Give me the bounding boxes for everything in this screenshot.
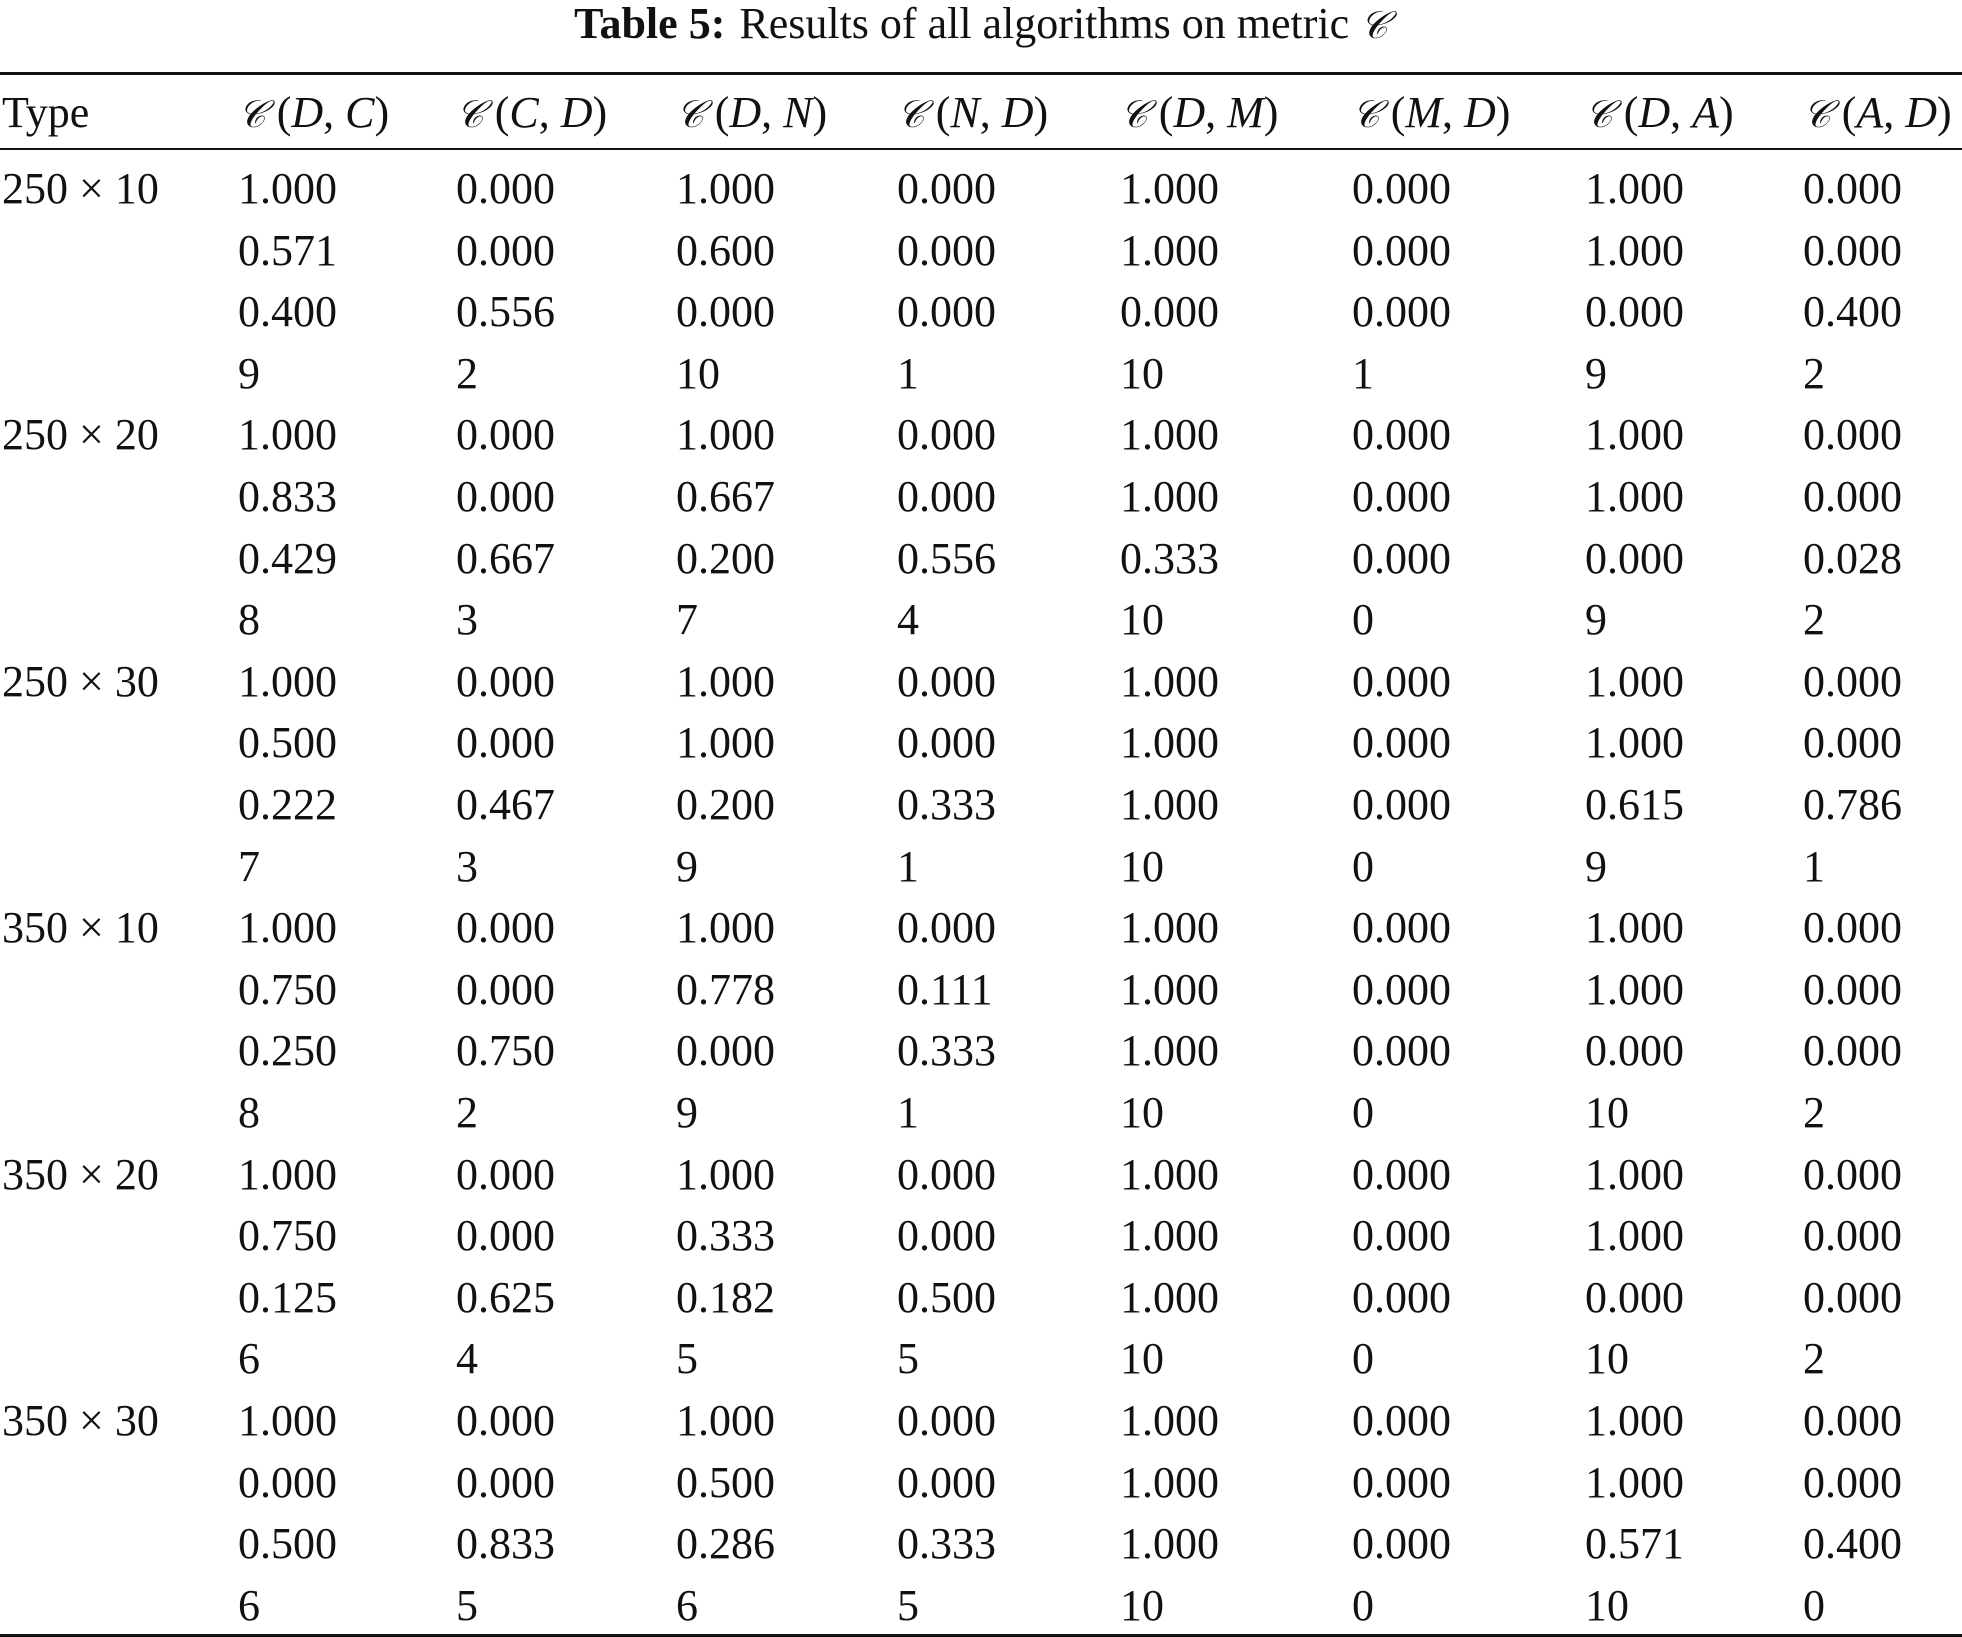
table-cell: 0.000 [1352,1026,1451,1076]
table-cell: 2 [1803,595,1825,645]
table-cell: 0.000 [1803,1026,1902,1076]
table-cell: 0.000 [1585,1272,1684,1322]
caption-text: Results of all algorithms on metric [739,0,1350,48]
table-cell: 0.000 [1803,656,1902,706]
metric-symbol: 𝒞 [1352,92,1380,136]
table-cell: 6 [238,1334,260,1384]
table-cell: 0.000 [1803,718,1902,768]
table-cell: 0.333 [897,1519,996,1569]
table-cell: 0.000 [897,1211,996,1261]
table-cell: 2 [456,348,478,398]
table-cell: 0.556 [897,533,996,583]
table-cell: 0.000 [1585,533,1684,583]
table-cell: 0.000 [238,1457,337,1507]
table-cell: 1.000 [1585,1211,1684,1261]
table-cell: 1.000 [1585,1396,1684,1445]
table-cell: 0.786 [1803,780,1902,829]
metric-arg-second: C [345,88,375,137]
table-cell: 0.000 [1352,1457,1451,1507]
table-cell: 0.571 [1585,1519,1684,1569]
table-cell: 0.600 [676,225,775,275]
table-cell: 1.000 [1585,472,1684,521]
table-cell: 1.000 [1120,1519,1219,1569]
table-cell: 0.000 [897,1457,996,1507]
table-cell: 4 [897,595,919,645]
table-cell: 0.400 [238,287,337,337]
table-cell: 10 [1120,348,1164,398]
table-cell: 5 [897,1580,919,1630]
header-type: Type [2,88,90,137]
table-cell: 1.000 [238,410,337,460]
table-cell: 2 [1803,1334,1825,1384]
table-cell: 7 [676,595,698,645]
table-cell: 1.000 [676,903,775,953]
table-cell: 1.000 [1585,903,1684,953]
table-cell: 3 [456,841,478,891]
table-cell: 0.625 [456,1272,555,1322]
table-cell: 7 [238,841,260,891]
table-cell: 0.000 [1352,1149,1451,1199]
table-cell: 1.000 [238,164,337,213]
table-cell: 0.000 [1803,1272,1902,1322]
table-cell: 0.000 [1803,1457,1902,1507]
metric-symbol: 𝒞 [1120,92,1148,136]
table-cell: 0.000 [1352,718,1451,768]
table-cell: 3 [456,595,478,645]
table-cell: 1 [897,348,919,398]
table-cell: 0.000 [1352,903,1451,953]
table-cell: 1.000 [1120,1026,1219,1076]
header-metric-d-c: 𝒞 (D, C) [238,88,390,137]
metric-arg-second: D [1905,88,1938,137]
type-label: 250 × 10 [2,164,159,213]
table-cell: 0.000 [456,1396,555,1445]
table-cell: 0.000 [1803,1149,1902,1199]
table-cell: 8 [238,595,260,645]
table-cell: 0.000 [897,164,996,213]
metric-arg-first: D [729,88,762,137]
table-cell: 10 [1585,1580,1629,1630]
table-cell: 0.000 [1803,225,1902,275]
metric-symbol: 𝒞 [1585,92,1613,136]
table-cell: 0.000 [897,903,996,953]
table-cell: 6 [238,1580,260,1630]
table-cell: 1.000 [1120,1211,1219,1261]
metric-symbol: 𝒞 [238,92,266,136]
table-cell: 0.000 [1803,1211,1902,1261]
table-cell: 1.000 [1585,1457,1684,1507]
table-cell: 0.333 [676,1211,775,1261]
table-cell: 0.000 [897,1149,996,1199]
table-cell: 0.000 [1352,533,1451,583]
metric-arg-second: N [783,88,813,137]
table-cell: 1.000 [676,164,775,213]
table-cell: 0.000 [1352,780,1451,829]
header-metric-d-n: 𝒞 (D, N) [676,88,828,137]
table-cell: 0.000 [456,1211,555,1261]
table-cell: 1.000 [676,1396,775,1445]
table-cell: 1 [1352,348,1374,398]
table-cell: 0.182 [676,1272,775,1322]
table-cell: 10 [1120,841,1164,891]
table-cell: 1.000 [238,656,337,706]
table-cell: 0.200 [676,780,775,829]
header-metric-d-m: 𝒞 (D, M) [1120,88,1279,137]
table-cell: 0.500 [676,1457,775,1507]
table-cell: 0.500 [238,1519,337,1569]
table-cell: 1.000 [676,1149,775,1199]
table-cell: 1.000 [1120,164,1219,213]
table-cell: 0.000 [1352,1396,1451,1445]
table-cell: 0.125 [238,1272,337,1322]
table-cell: 1.000 [1120,410,1219,460]
table-cell: 0.000 [676,287,775,337]
caption-label: Table 5: [574,0,726,48]
table-cell: 0.833 [238,472,337,521]
table-cell: 0.000 [456,1457,555,1507]
table-cell: 0.571 [238,225,337,275]
table-cell: 1.000 [1120,225,1219,275]
table-cell: 1.000 [1585,964,1684,1014]
table-cell: 10 [676,348,720,398]
table-cell: 0.286 [676,1519,775,1569]
metric-arg-first: N [950,88,980,137]
table-cell: 0.000 [897,718,996,768]
table-cell: 9 [1585,841,1607,891]
table-cell: 1.000 [676,718,775,768]
table-cell: 0.000 [1352,472,1451,521]
table-cell: 5 [456,1580,478,1630]
table-cell: 1.000 [1120,656,1219,706]
table-cell: 1.000 [1120,1396,1219,1445]
table-cell: 1.000 [1585,718,1684,768]
table-cell: 0.000 [1352,656,1451,706]
table-cell: 9 [1585,348,1607,398]
table-cell: 10 [1585,1334,1629,1384]
table-cell: 0.000 [897,1396,996,1445]
table-cell: 0.750 [456,1026,555,1076]
table-cell: 1.000 [1120,1149,1219,1199]
type-label: 350 × 10 [2,903,159,953]
table-cell: 6 [676,1580,698,1630]
table-cell: 0.333 [897,1026,996,1076]
table-cell: 1 [1803,841,1825,891]
table-cell: 0.000 [1352,1519,1451,1569]
table-cell: 0.111 [897,964,993,1014]
table-cell: 0 [1352,595,1374,645]
table-cell: 0.778 [676,964,775,1014]
table-cell: 0.000 [676,1026,775,1076]
table-cell: 0.000 [456,225,555,275]
table-cell: 0.429 [238,533,337,583]
table-cell: 0.000 [1803,903,1902,953]
table-cell: 8 [238,1088,260,1137]
table-cell: 1.000 [1585,410,1684,460]
table-cell: 0.250 [238,1026,337,1076]
table-cell: 9 [238,348,260,398]
table-cell: 0.000 [1120,287,1219,337]
table-cell: 0.000 [1803,1396,1902,1445]
table-cell: 0.000 [456,410,555,460]
table-cell: 0 [1803,1580,1825,1630]
metric-symbol: 𝒞 [1803,92,1831,136]
top-rule [0,72,1962,75]
type-label: 350 × 20 [2,1149,159,1199]
table-cell: 0.000 [456,903,555,953]
table-cell: 9 [676,841,698,891]
table-cell: 0.750 [238,1211,337,1261]
metric-arg-second: D [1464,88,1496,137]
metric-arg-first: C [509,88,539,137]
table-cell: 1.000 [1585,225,1684,275]
table-cell: 0 [1352,1334,1374,1384]
table-cell: 0.000 [1803,964,1902,1014]
table-cell: 0.000 [1352,1211,1451,1261]
table-caption [0,0,1962,49]
type-label: 250 × 30 [2,656,159,706]
table-cell: 1.000 [1120,964,1219,1014]
metric-arg-first: D [1638,88,1671,137]
table-cell: 0.000 [1585,287,1684,337]
table-cell: 0.000 [897,225,996,275]
table-cell: 0.000 [1352,225,1451,275]
table-cell: 0.333 [897,780,996,829]
metric-symbol: 𝒞 [456,92,484,136]
header-metric-d-a: 𝒞 (D, A) [1585,88,1734,137]
table-cell: 0.000 [1803,472,1902,521]
table-cell: 4 [456,1334,478,1384]
table-cell: 9 [676,1088,698,1137]
table-cell: 0.000 [1352,1272,1451,1322]
table-cell: 1.000 [1120,780,1219,829]
header-rule [0,148,1962,150]
table-cell: 1.000 [238,903,337,953]
metric-arg-second: D [560,88,593,137]
table-cell: 0 [1352,1088,1374,1137]
table-cell: 1.000 [238,1149,337,1199]
table-cell: 0.000 [897,287,996,337]
table-cell: 0.500 [238,718,337,768]
metric-symbol: 𝒞 [676,92,704,136]
metric-arg-first: A [1856,88,1884,137]
table-cell: 0.400 [1803,1519,1902,1569]
table-cell: 0.000 [1585,1026,1684,1076]
table-cell: 1.000 [1585,164,1684,213]
table-cell: 1.000 [676,410,775,460]
table-cell: 9 [1585,595,1607,645]
table-cell: 1 [897,1088,919,1137]
table-cell: 0.833 [456,1519,555,1569]
table-cell: 0.667 [676,472,775,521]
metric-arg-first: D [1173,88,1206,137]
table-cell: 0.400 [1803,287,1902,337]
type-label: 350 × 30 [2,1396,159,1445]
table-cell: 2 [456,1088,478,1137]
header-metric-n-d: 𝒞 (N, D) [897,88,1049,137]
table-cell: 10 [1120,1334,1164,1384]
table-cell: 0.467 [456,780,555,829]
table-cell: 0.222 [238,780,337,829]
table-cell: 10 [1585,1088,1629,1137]
header-metric-a-d: 𝒞 (A, D) [1803,88,1952,137]
table-cell: 0.000 [456,964,555,1014]
table-cell: 0.000 [456,718,555,768]
table-cell: 5 [897,1334,919,1384]
table-cell: 2 [1803,348,1825,398]
table-cell: 0.000 [456,1149,555,1199]
table-cell: 0.500 [897,1272,996,1322]
header-metric-c-d: 𝒞 (C, D) [456,88,608,137]
header-metric-m-d: 𝒞 (M, D) [1352,88,1511,137]
table-cell: 1.000 [1120,1457,1219,1507]
table-cell: 0.200 [676,533,775,583]
table-cell: 0.615 [1585,780,1684,829]
table-cell: 10 [1120,595,1164,645]
metric-arg-second: A [1692,88,1720,137]
table-cell: 0.667 [456,533,555,583]
table-cell: 0.000 [456,656,555,706]
table-cell: 0.000 [456,472,555,521]
table-cell: 1.000 [1120,903,1219,953]
table-cell: 1.000 [676,656,775,706]
table-cell: 1.000 [238,1396,337,1445]
table-cell: 10 [1120,1088,1164,1137]
table-cell: 10 [1120,1580,1164,1630]
table-cell: 0.333 [1120,533,1219,583]
metric-arg-first: D [291,88,324,137]
caption-metric-symbol: 𝒞 [1360,3,1388,47]
table-cell: 1.000 [1120,718,1219,768]
table-cell: 0.556 [456,287,555,337]
table-cell: 0.000 [1352,410,1451,460]
metric-arg-second: D [1001,88,1034,137]
table-cell: 1.000 [1120,1272,1219,1322]
table-cell: 0 [1352,1580,1374,1630]
table-cell: 5 [676,1334,698,1384]
table-cell: 0.000 [897,472,996,521]
type-label: 250 × 20 [2,410,159,460]
table-cell: 1 [897,841,919,891]
table-cell: 0.000 [1352,164,1451,213]
table-cell: 0.000 [897,410,996,460]
table-cell: 2 [1803,1088,1825,1137]
table-cell: 0.028 [1803,533,1902,583]
metric-arg-first: M [1405,88,1443,137]
table-cell: 0 [1352,841,1374,891]
table-cell: 0.000 [1352,287,1451,337]
metric-arg-second: M [1227,88,1264,137]
table-cell: 1.000 [1120,472,1219,521]
table-cell: 0.750 [238,964,337,1014]
table-cell: 1.000 [1585,656,1684,706]
table-cell: 0.000 [897,656,996,706]
table-cell: 0.000 [1352,964,1451,1014]
table-cell: 0.000 [456,164,555,213]
table-cell: 1.000 [1585,1149,1684,1199]
metric-symbol: 𝒞 [897,92,925,136]
table-cell: 0.000 [1803,164,1902,213]
table-cell: 0.000 [1803,410,1902,460]
